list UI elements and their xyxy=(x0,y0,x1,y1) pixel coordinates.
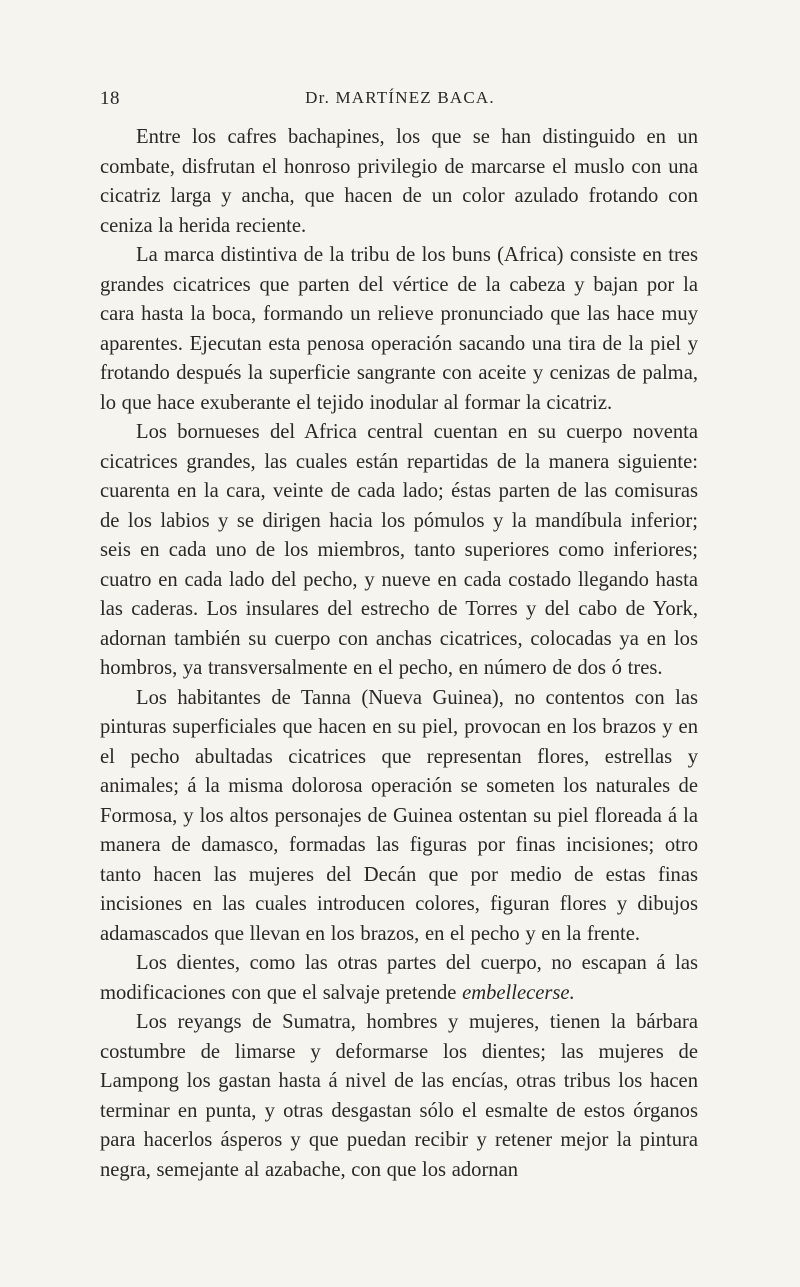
page-body xyxy=(100,123,698,1185)
page-header xyxy=(100,88,700,118)
italic-term: embellecerse. xyxy=(462,981,575,1004)
paragraph-text: Los dientes, como las otras partes del cuerpo, no escapan á las modificaciones con que el salvaje pretende xyxy=(100,952,698,1004)
paragraph: La marca distintiva de la tribu de los buns (Africa) consiste en tres grandes cicatrices que parten del vértice de la cabeza y bajan por la cara hasta la boca, formando un relieve pronunciado que las hace muy aparentes. Ejecutan esta penosa operación sacando una tira de la piel y frotando después la superficie sangrante con aceite y cenizas de palma, lo que hace exuberante el tejido inodular al formar la cicatriz. xyxy=(100,244,698,414)
running-head: Dr. MARTÍNEZ BACA. xyxy=(305,88,495,107)
page-number: 18 xyxy=(100,88,120,109)
paragraph: Entre los cafres bachapines, los que se han distinguido en un combate, disfrutan el honroso privilegio de marcarse el muslo con una cicatriz larga y ancha, que hacen de un color azulado frotando con ceniza la herida reciente. xyxy=(100,126,698,237)
paragraph: Los reyangs de Sumatra, hombres y mujeres, tienen la bárbara costumbre de limarse y deformarse los dientes; las mujeres de Lampong los gastan hasta á nivel de las encías, otras tribus los hacen terminar en punta, y otras desgastan sólo el esmalte de estos órganos para hacerlos ásperos y que puedan recibir y retener mejor la pintura negra, semejante al azabache, con que los adornan xyxy=(100,1011,698,1181)
paragraph: Los habitantes de Tanna (Nueva Guinea), no contentos con las pinturas superficiales que hacen en su piel, provocan en los brazos y en el pecho abultadas cicatrices que representan flores, estrellas y animales; á la misma dolorosa operación se someten los naturales de Formosa, y los altos personajes de Guinea ostentan su piel floreada á la manera de damasco, formadas las figuras por finas incisiones; otro tanto hacen las mujeres del Decán que por medio de estas finas incisiones en las cuales introducen colores, figuran flores y dibujos adamascados que llevan en los brazos, en el pecho y en la frente. xyxy=(100,686,698,945)
paragraph: Los bornueses del Africa central cuentan en su cuerpo noventa cicatrices grandes, las cuales están repartidas de la manera siguiente: cuarenta en la cara, veinte de cada lado; éstas parten de las comisuras de los labios y se dirigen hacia los pómulos y la mandíbula inferior; seis en cada uno de los miembros, tanto superiores como inferiores; cuatro en cada lado del pecho, y nueve en cada costado llegando hasta las caderas. Los insulares del estrecho de Torres y del cabo de York, adornan también su cuerpo con anchas cicatrices, colocadas ya en los hombros, ya transversalmente en el pecho, en número de dos ó tres. xyxy=(100,421,698,679)
paragraph xyxy=(100,949,698,1008)
